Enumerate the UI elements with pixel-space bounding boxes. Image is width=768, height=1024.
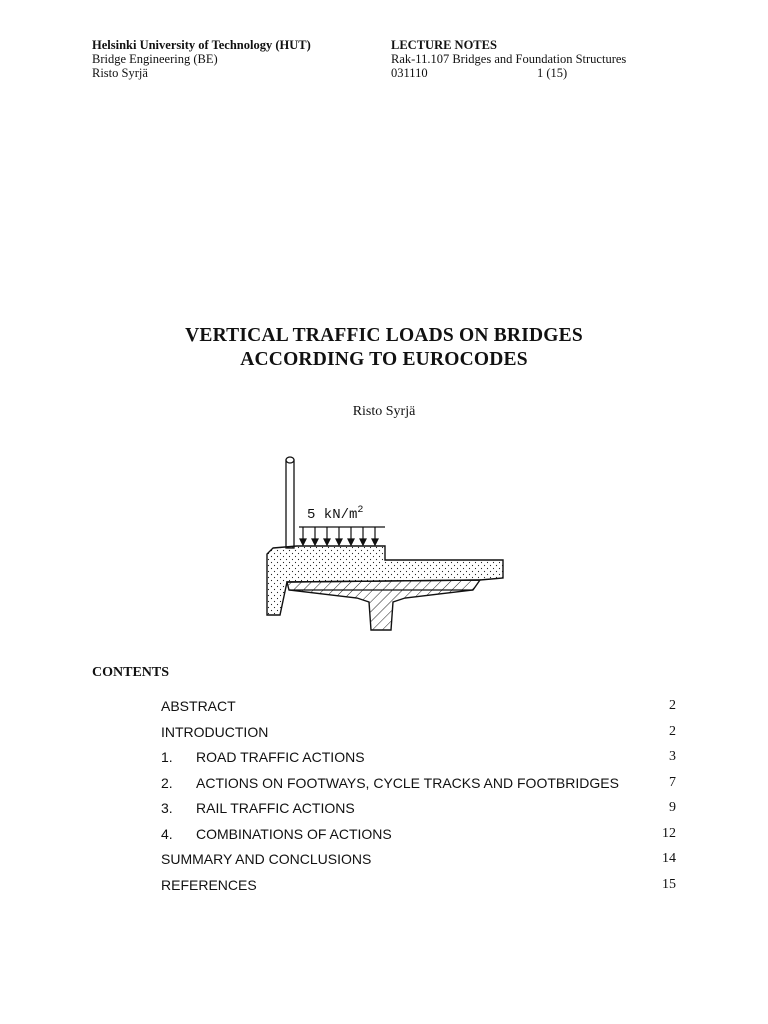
header-department: Bridge Engineering (BE) [92,52,218,66]
document-title-line-2: ACCORDING TO EUROCODES [240,349,528,370]
load-label: 5 $kN/m^2$ [307,505,364,523]
toc-item-label[interactable]: INTRODUCTION [161,724,269,740]
header-doc-type: LECTURE NOTES [391,38,497,52]
header-author: Risto Syrjä [92,66,148,80]
header-institution: Helsinki University of Technology (HUT) [92,38,311,52]
toc-item-page: 3 [669,749,676,764]
toc-item-page: 15 [662,877,676,892]
toc-item-page: 9 [669,800,676,815]
toc-item-label[interactable]: RAIL TRAFFIC ACTIONS [196,800,355,816]
load-label-exponent: 2 [357,505,364,516]
toc-item-number: 1. [161,749,173,765]
toc-item-label[interactable]: ACTIONS ON FOOTWAYS, CYCLE TRACKS AND FOOTBRIDGES [196,775,619,791]
distributed-load-arrows [299,527,385,545]
document-title-line-1: VERTICAL TRAFFIC LOADS ON BRIDGES [185,325,583,346]
toc-item-number: 4. [161,826,173,842]
toc-item-page: 2 [669,698,676,713]
contents-heading: CONTENTS [92,665,170,680]
railing-post [286,457,294,548]
toc-item-page: 7 [669,775,676,790]
toc-item-page: 12 [662,826,676,841]
toc-item-label[interactable]: ROAD TRAFFIC ACTIONS [196,749,365,765]
toc-item-label[interactable]: ABSTRACT [161,698,236,714]
toc-item-label[interactable]: SUMMARY AND CONCLUSIONS [161,851,372,867]
toc-item-number: 3. [161,800,173,816]
header-date: 031110 [391,66,428,80]
toc-item-label[interactable]: REFERENCES [161,877,257,893]
toc-item-label[interactable]: COMBINATIONS OF ACTIONS [196,826,392,842]
header-page-number: 1 (15) [537,66,568,80]
toc-item-page: 14 [662,851,676,866]
toc-item-page: 2 [669,724,676,739]
header-course: Rak-11.107 Bridges and Foundation Structures [391,52,627,66]
girder [287,580,480,630]
bridge-cross-section-figure [255,450,515,640]
toc-item-number: 2. [161,775,173,791]
document-author: Risto Syrjä [352,404,416,419]
